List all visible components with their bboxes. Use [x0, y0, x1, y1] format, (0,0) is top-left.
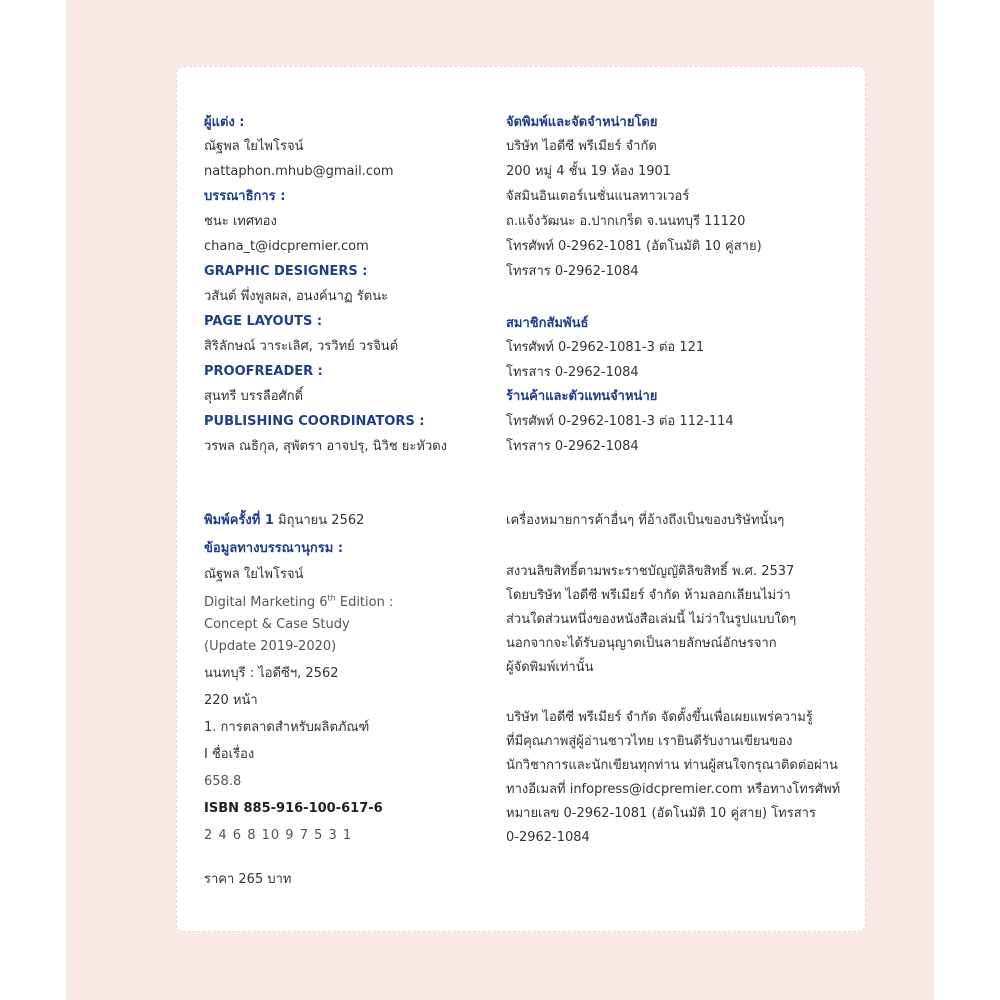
title-sup: th — [327, 593, 336, 603]
book-title-line3: (Update 2019-2020) — [204, 639, 337, 654]
proof-label: PROOFREADER : — [204, 364, 323, 379]
publisher-fax: โทรสาร 0-2962-1084 — [506, 264, 639, 279]
graphic-label: GRAPHIC DESIGNERS : — [204, 264, 368, 279]
title-pre: Digital Marketing 6 — [204, 595, 328, 610]
cip-label: ข้อมูลทางบรรณานุกรม : — [204, 541, 344, 556]
publisher-address2: จัสมินอินเตอร์เนชั่นแนลทาวเวอร์ — [506, 189, 690, 204]
shop-phone: โทรศัพท์ 0-2962-1081-3 ต่อ 112-114 — [506, 414, 734, 429]
layout-names: สิริลักษณ์ วาระเลิศ, วรวิทย์ วรจินต์ — [204, 339, 399, 354]
coord-label: PUBLISHING COORDINATORS : — [204, 414, 425, 429]
proof-name: สุนทรี บรรลือศักดิ์ — [204, 389, 304, 404]
isbn: ISBN 885-916-100-617-6 — [204, 801, 383, 816]
publisher-address3: ถ.แจ้งวัฒนะ อ.ปากเกร็ด จ.นนทบุรี 11120 — [506, 214, 746, 229]
about-line: ทางอีเมลที่ infopress@idcpremier.com หรือทางโทรศัพท์ — [506, 782, 841, 797]
book-title-line2: Concept & Case Study — [204, 617, 350, 632]
print-date: มิถุนายน 2562 — [273, 513, 365, 528]
editor-name: ชนะ เทศทอง — [204, 214, 277, 229]
class-number: 658.8 — [204, 774, 242, 789]
member-phone: โทรศัพท์ 0-2962-1081-3 ต่อ 121 — [506, 340, 705, 355]
subject-entry: 1. การตลาดสำหรับผลิตภัณฑ์ — [204, 720, 370, 735]
coord-names: วรพล ณธิกุล, สุพัตรา อาจปรุ, นิวิช ยะหัวดง — [204, 439, 448, 454]
price: ราคา 265 บาท — [204, 872, 292, 887]
author-label: ผู้แต่ง : — [204, 115, 245, 130]
editor-label: บรรณาธิการ : — [204, 189, 286, 204]
copyright-line: นอกจากจะได้รับอนุญาตเป็นลายลักษณ์อักษรจาก — [506, 636, 777, 651]
publisher-label: จัดพิมพ์และจัดจำหน่ายโดย — [506, 115, 658, 130]
print-line: 2 4 6 8 10 9 7 5 3 1 — [204, 828, 353, 843]
author-name: ณัฐพล ใยไพโรจน์ — [204, 139, 304, 154]
copyright-line: สงวนลิขสิทธิ์ตามพระราชบัญญัติลิขสิทธิ์ พ.ศ. 2537 — [506, 564, 795, 579]
title-post: Edition : — [335, 595, 394, 610]
copyright-line: ส่วนใดส่วนหนึ่งของหนังสือเล่มนี้ ไม่ว่าในรูปแบบใดๆ — [506, 612, 797, 627]
about-line: นักวิชาการและนักเขียนทุกท่าน ท่านผู้สนใจกรุณาติดต่อผ่าน — [506, 758, 838, 773]
print-label: พิมพ์ครั้งที่ 1 — [204, 513, 274, 528]
about-line: บริษัท ไอดีซี พรีเมียร์ จำกัด จัดตั้งขึ้นเพื่อเผยแพร่ความรู้ — [506, 710, 813, 725]
cip-author: ณัฐพล ใยไพโรจน์ — [204, 567, 304, 582]
print-edition — [204, 513, 364, 529]
book-title — [204, 595, 393, 611]
about-line: ที่มีคุณภาพสู่ผู้อ่านชาวไทย เรายินดีรับงานเขียนของ — [506, 734, 793, 749]
publisher-phone: โทรศัพท์ 0-2962-1081 (อัตโนมัติ 10 คู่สาย) — [506, 239, 762, 254]
copyright-line: ผู้จัดพิมพ์เท่านั้น — [506, 660, 594, 675]
member-fax: โทรสาร 0-2962-1084 — [506, 365, 639, 380]
publisher-company: บริษัท ไอดีซี พรีเมียร์ จำกัด — [506, 139, 657, 154]
editor-email: chana_t@idcpremier.com — [204, 239, 369, 254]
publish-place: นนทบุรี : ไอดีซีฯ, 2562 — [204, 666, 339, 681]
page-count: 220 หน้า — [204, 693, 258, 708]
about-line: หมายเลข 0-2962-1081 (อัตโนมัติ 10 คู่สาย) โทรสาร — [506, 806, 816, 821]
member-label: สมาชิกสัมพันธ์ — [506, 316, 589, 331]
trademark-note: เครื่องหมายการค้าอื่นๆ ที่อ้างถึงเป็นของบริษัทนั้นๆ — [506, 513, 785, 528]
author-email: nattaphon.mhub@gmail.com — [204, 164, 394, 179]
about-line: 0-2962-1084 — [506, 830, 590, 845]
graphic-names: วสันต์ พึ่งพูลผล, อนงค์นาฏ รัตนะ — [204, 289, 389, 304]
publisher-address1: 200 หมู่ 4 ชั้น 19 ห้อง 1901 — [506, 164, 672, 179]
title-entry: I ชื่อเรื่อง — [204, 747, 255, 762]
layout-label: PAGE LAYOUTS : — [204, 314, 323, 329]
shop-fax: โทรสาร 0-2962-1084 — [506, 439, 639, 454]
shop-label: ร้านค้าและตัวแทนจำหน่าย — [506, 389, 658, 404]
copyright-line: โดยบริษัท ไอดีซี พรีเมียร์ จำกัด ห้ามลอกเลียนไม่ว่า — [506, 588, 791, 603]
